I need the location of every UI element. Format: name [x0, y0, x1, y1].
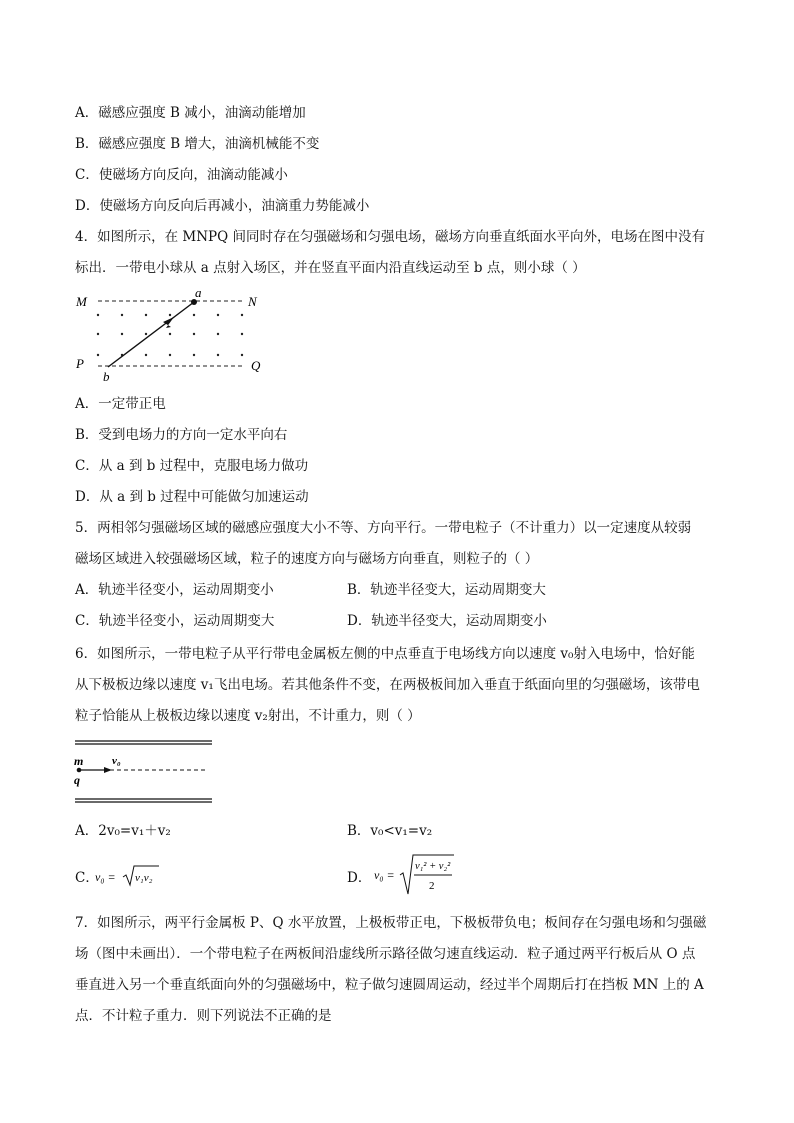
q5-option-c: C．轨迹半径变小，运动周期变大	[75, 613, 275, 629]
q5-stem-line1: 5．两相邻匀强磁场区域的磁感应强度大小不等、方向平行。一带电粒子（不计重力）以一定速度从较弱	[75, 520, 692, 536]
q4-stem-line1: 4．如图所示，在 MNPQ 间同时存在匀强磁场和匀强电场，磁场方向垂直纸面水平向外，电场在图中没有	[75, 229, 705, 245]
q4-option-d: D．从 a 到 b 过程中可能做匀加速运动	[75, 489, 309, 505]
label-v0: v₀	[112, 755, 121, 767]
q3-option-c: C．使磁场方向反向，油滴动能减小	[75, 167, 288, 183]
label-q: q	[74, 773, 80, 787]
formula-d-numerator: v₁² + v₂²	[415, 861, 451, 872]
velocity-arrowhead	[104, 767, 112, 773]
q4-stem-line2: 标出．一带电小球从 a 点射入场区，并在竖直平面内沿直线运动至 b 点，则小球（ ）	[75, 260, 586, 276]
label-n: N	[248, 294, 257, 309]
q3-option-d: D．使磁场方向反向后再减小，油滴重力势能减小	[75, 198, 370, 214]
q3-option-a: A．磁感应强度 B 减小，油滴动能增加	[75, 105, 306, 121]
formula-d-denominator: 2	[429, 880, 435, 892]
label-p: P	[76, 356, 84, 371]
q4-option-a: A．一定带正电	[75, 396, 166, 412]
q6-plates-diagram	[70, 735, 220, 807]
q5-option-a: A．轨迹半径变小，运动周期变小	[75, 582, 274, 598]
label-m: M	[76, 294, 87, 309]
q6-stem-line3: 粒子恰能从上极板边缘以速度 v₂射出，不计重力，则（ ）	[75, 708, 421, 724]
label-b: b	[103, 369, 110, 384]
q6-stem-line2: 从下极板边缘以速度 v₁飞出电场。若其他条件不变，在两极板间加入垂直于纸面向里的匀强磁场，该带电	[75, 677, 700, 693]
particle	[77, 768, 82, 773]
q4-option-c: C．从 a 到 b 过程中，克服电场力做功	[75, 458, 309, 474]
formula-c-lhs: v₀ =	[95, 870, 116, 884]
q7-stem-line1: 7．如图所示，两平行金属板 P、Q 水平放置，上极板带正电，下极板带负电；板间存在匀强电场和匀强磁	[75, 915, 707, 931]
label-m: m	[74, 754, 84, 768]
q7-stem-line3: 垂直进入另一个垂直纸面向外的匀强磁场中，粒子做匀速圆周运动，经过半个周期后打在挡板 MN 上的 A	[75, 977, 704, 993]
trajectory-line	[108, 302, 194, 367]
q7-stem-line4: 点．不计粒子重力．则下列说法不正确的是	[75, 1008, 332, 1024]
q6-option-d-formula	[372, 852, 462, 898]
q7-stem-line2: 场（图中未画出）．一个带电粒子在两板间沿虚线所示路径做匀速直线运动．粒子通过两平行板后从 O 点	[75, 946, 696, 962]
q6-option-c-prefix: C．	[75, 870, 99, 886]
q4-field-diagram	[70, 285, 270, 385]
q5-option-b: B．轨迹半径变大，运动周期变大	[347, 582, 546, 598]
q3-option-b: B．磁感应强度 B 增大，油滴机械能不变	[75, 136, 320, 152]
q6-option-a: A．2v₀=v₁＋v₂	[75, 823, 171, 839]
q6-stem-line1: 6．如图所示，一带电粒子从平行带电金属板左侧的中点垂直于电场线方向以速度 v₀射入电场中，恰好能	[75, 646, 695, 662]
formula-c-radicand: v₁v₂	[135, 872, 153, 884]
q5-stem-line2: 磁场区域进入较强磁场区域，粒子的速度方向与磁场方向垂直，则粒子的（ ）	[75, 551, 539, 567]
label-q: Q	[251, 358, 261, 373]
trajectory-arrow	[163, 317, 174, 328]
q4-option-b: B．受到电场力的方向一定水平向右	[75, 427, 288, 443]
q5-option-d: D．轨迹半径变大，运动周期变小	[347, 613, 547, 629]
formula-d-lhs: v₀ =	[374, 868, 395, 882]
q6-option-d-prefix: D．	[347, 870, 372, 886]
q6-option-b: B．v₀<v₁=v₂	[347, 823, 433, 839]
label-a: a	[195, 285, 202, 300]
q6-option-c-formula	[93, 862, 163, 892]
